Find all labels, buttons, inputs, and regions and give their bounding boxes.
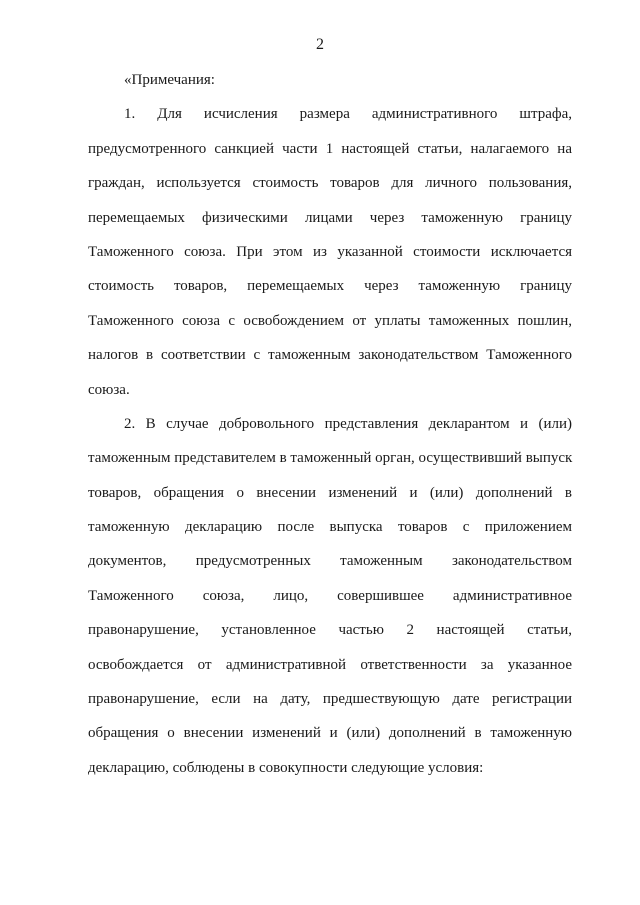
paragraph-line: перемещаемых физическими лицами через таможенную границу: [88, 209, 572, 226]
paragraph-line: товаров, обращения о внесении изменений и (или) дополнений в: [88, 484, 572, 501]
paragraph-line: Таможенного союза, лицо, совершившее административное: [88, 587, 572, 604]
paragraph-line: правонарушение, если на дату, предшествующую дате регистрации: [88, 691, 572, 708]
paragraph-line: 2. В случае добровольного представления декларантом и (или): [124, 415, 572, 432]
document-body: [88, 63, 572, 785]
page-number: 2: [316, 36, 324, 53]
paragraph-line: таможенным представителем в таможенный орган, осуществивший выпуск: [88, 450, 573, 467]
paragraph-line: стоимость товаров, перемещаемых через таможенную границу: [88, 278, 572, 295]
paragraph-line: предусмотренного санкцией части 1 настоящей статьи, налагаемого на: [88, 140, 572, 157]
paragraph-line: граждан, используется стоимость товаров для личного пользования,: [88, 175, 572, 192]
paragraph-line: документов, предусмотренных таможенным законодательством: [88, 553, 572, 570]
paragraph-line: декларацию, соблюдены в совокупности следующие условия:: [88, 759, 484, 776]
paragraph-line: Таможенного союза с освобождением от уплаты таможенных пошлин,: [88, 312, 572, 329]
paragraph-line: таможенную декларацию после выпуска товаров с приложением: [88, 519, 572, 536]
paragraph-line: Таможенного союза. При этом из указанной стоимости исключается: [88, 243, 572, 260]
notes-heading: «Примечания:: [124, 72, 215, 88]
note-1-paragraph: [88, 97, 572, 407]
paragraph-line: обращения о внесении изменений и (или) дополнений в таможенную: [88, 725, 572, 742]
paragraph-line: союза.: [88, 381, 130, 398]
paragraph-line: налогов в соответствии с таможенным законодательством Таможенного: [88, 347, 572, 364]
paragraph-line: освобождается от административной ответственности за указанное: [88, 656, 572, 673]
paragraph-line: 1. Для исчисления размера административного штрафа,: [124, 106, 572, 123]
note-2-paragraph: [88, 407, 572, 785]
paragraph-line: правонарушение, установленное частью 2 настоящей статьи,: [88, 622, 572, 639]
